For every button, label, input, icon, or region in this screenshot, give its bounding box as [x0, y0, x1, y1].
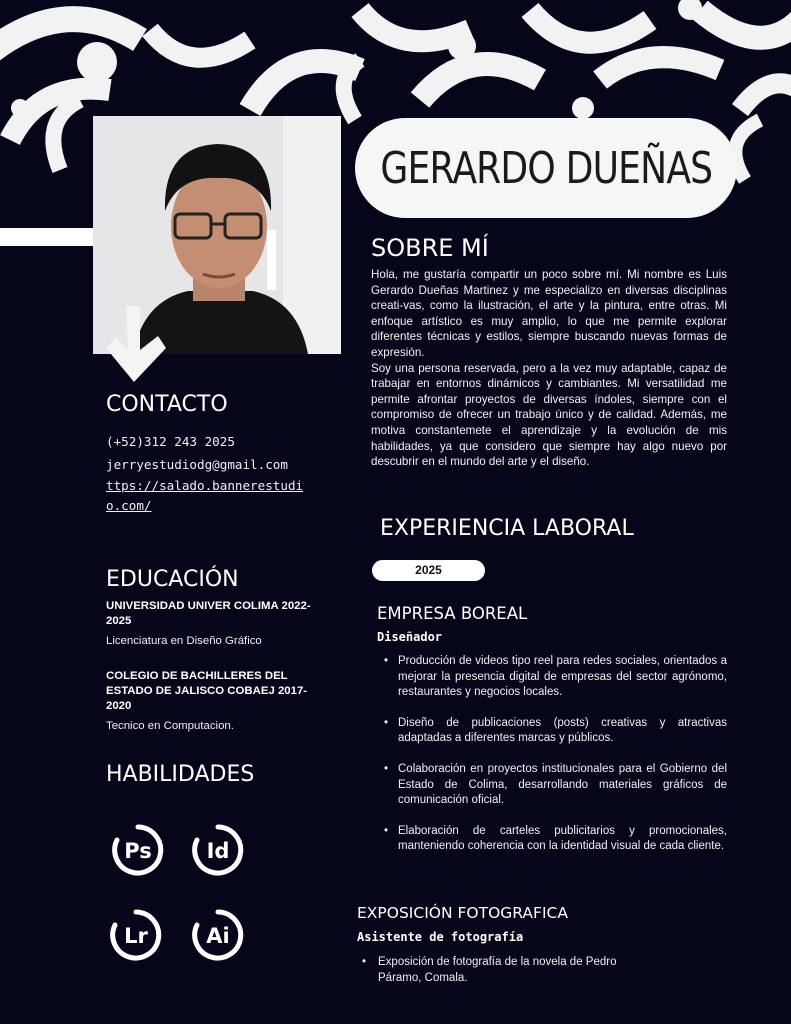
list-item: • Elaboración de carteles publicitarios y promocionales, manteniendo coherencia con la identidad visual de cada cliente.	[380, 824, 727, 855]
full-name: GERARDO DUEÑAS	[380, 142, 712, 194]
website-link[interactable]: ttps://salado.bannerestudio.com/	[106, 478, 304, 513]
skill-label: Id	[206, 839, 230, 863]
skill-label: Ai	[206, 924, 230, 948]
company-name: EMPRESA BOREAL	[377, 604, 528, 623]
experience-title: EXPERIENCIA LABORAL	[380, 516, 634, 541]
skill-label: Ps	[124, 839, 152, 863]
experience-list	[380, 654, 727, 870]
contact-title: CONTACTO	[106, 392, 228, 417]
degree-name: Licenciatura en Diseño Gráfico	[106, 635, 262, 647]
about-paragraph: Soy una persona reservada, pero a la vez muy adaptable, capaz de trabajar en entornos dinámicos y cambiantes. Mi versatilidad me permite afrontar proyectos de diversas índoles, siempre con el compromiso de ofrecer un trabajo único y de calidad. Además, me motiva constantemete el aprendizaje y la evolución de mis habilidades, ya que considero que siempre hay algo nuevo por descubrir en el mundo del arte y el diseño.	[371, 361, 727, 469]
job-role: Diseñador	[377, 630, 443, 644]
decorative-line	[0, 228, 93, 246]
skill-label: Lr	[124, 924, 148, 948]
exhibition-title: EXPOSICIÓN FOTOGRAFICA	[357, 904, 568, 922]
email-address: jerryestudiodg@gmail.com	[106, 457, 288, 472]
list-item: • Exposición de fotografía de la novela de Pedro Páramo, Comala.	[362, 955, 662, 986]
exhibition-role: Asistente de fotografía	[357, 930, 524, 944]
phone-number: (+52)312 243 2025	[106, 434, 235, 449]
decorative-line	[267, 230, 276, 290]
about-text	[371, 267, 727, 470]
list-item: • Colaboración en proyectos institucionales para el Gobierno del Estado de Colima, desarrollando materiales gráficos de comunicación oficial.	[380, 762, 727, 809]
education-item	[106, 599, 326, 649]
about-paragraph: Hola, me gustaría compartir un poco sobre mí. Mi nombre es Luis Gerardo Dueñas Martinez y me especializo en diversas disciplinas creati-vas, como la ilustración, el arte y la pintura, entre otras. Mi enfoque artístico es muy amplio, lo que me permite explorar diferentes técnicas y estilos, siempre buscando nuevas formas de expresión.	[371, 268, 727, 359]
list-item: • Producción de videos tipo reel para redes sociales, orientados a mejorar la presencia digital de empresas del sector agrónomo, restaurantes y negocios locales.	[380, 654, 727, 701]
indesign-icon	[190, 822, 246, 878]
arrow-down-icon	[104, 306, 168, 382]
degree-name: Tecnico en Computacion.	[106, 720, 234, 732]
about-title: SOBRE MÍ	[371, 234, 489, 262]
exhibition-list	[362, 955, 662, 986]
list-item: • Diseño de publicaciones (posts) creativas y atractivas adaptadas a diferentes marcas y públicos.	[380, 716, 727, 747]
education-item	[106, 669, 326, 734]
education-title: EDUCACIÓN	[106, 567, 239, 592]
contact-list	[106, 430, 316, 516]
photoshop-icon	[110, 822, 166, 878]
skills-title: HABILIDADES	[106, 762, 255, 787]
school-name: UNIVERSIDAD UNIVER COLIMA 2022-2025	[106, 600, 311, 627]
school-name: COLEGIO DE BACHILLERES DEL ESTADO DE JALISCO COBAEJ 2017-2020	[106, 670, 308, 712]
name-banner	[355, 118, 737, 218]
lightroom-icon	[108, 907, 164, 963]
illustrator-icon	[190, 907, 246, 963]
year-badge: 2025	[372, 560, 485, 581]
